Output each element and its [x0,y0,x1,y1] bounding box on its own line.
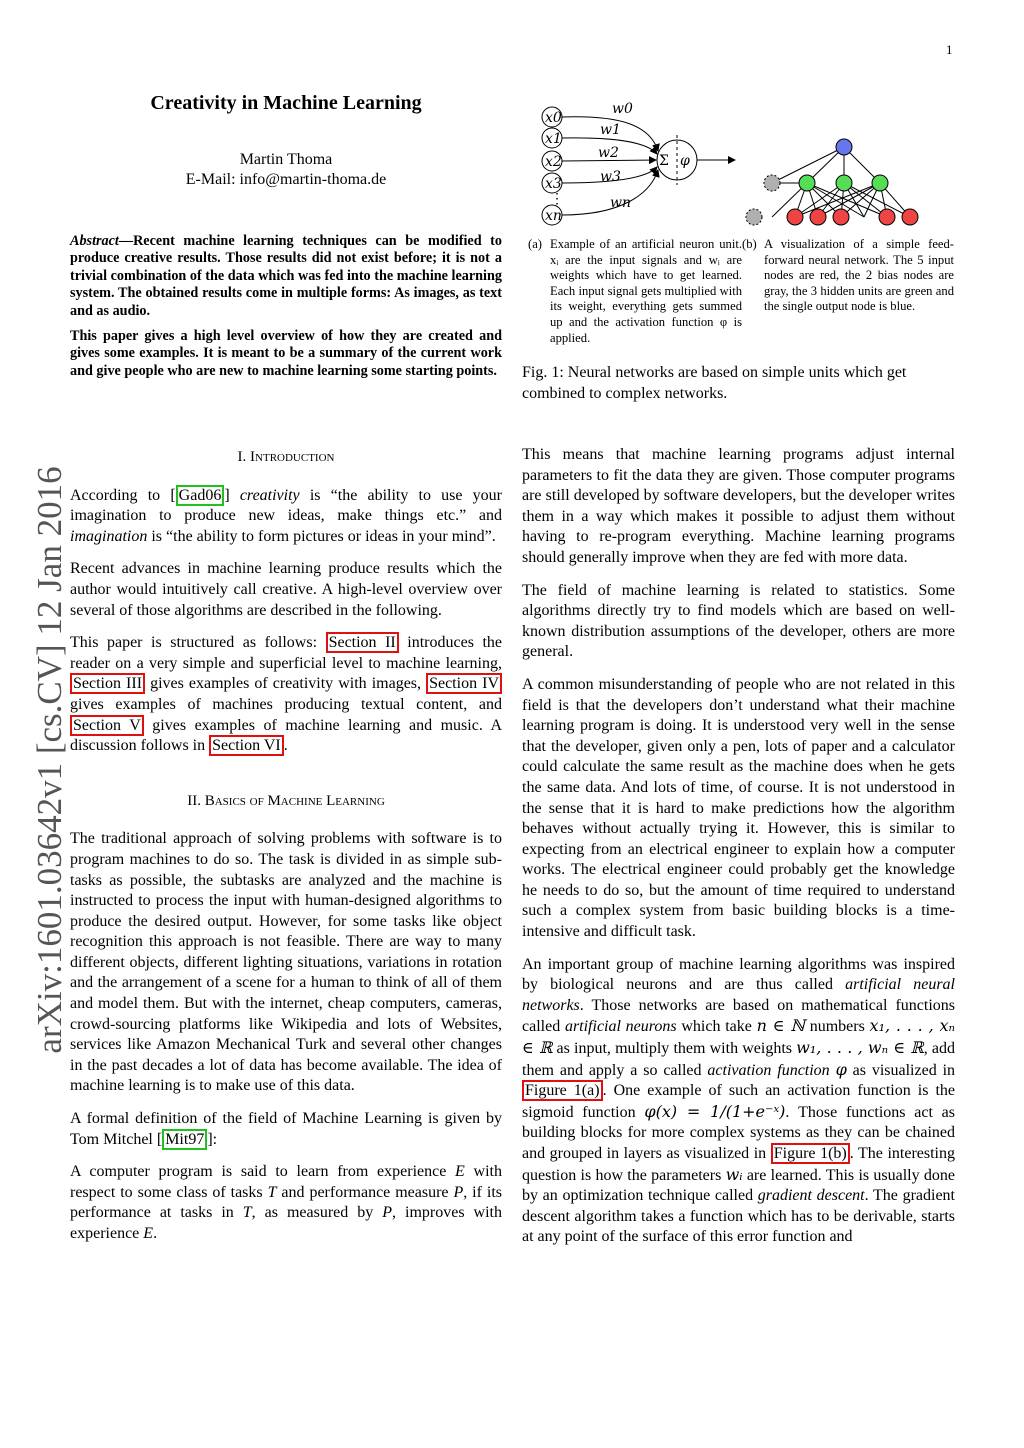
text-run: which take [676,1018,757,1036]
math-var: P [382,1204,393,1222]
text-run: . [283,737,288,755]
term-ann: artificial neural networks [522,976,956,1014]
author-name: Martin Thoma [239,151,333,168]
right-paragraph-4 [522,955,955,1248]
caption-b-text: A visualization of a simple feed-forward neural network. The 5 input nodes are red, the 2 bias nodes are gray, the 3 hidden units are green and the single output node is blue. [764,237,954,314]
input-x3: x3 [545,176,562,192]
abstract [70,233,502,388]
caption-b-label: (b) [742,237,757,251]
math-inline: n ∈ ℕ [756,1016,805,1036]
text-run: . The interesting question is how the parameters [522,1145,955,1184]
caption-b [742,237,954,315]
text-run: This paper is structured as follows: [70,634,326,652]
bias-node-1 [764,175,780,191]
author-block [70,150,502,190]
right-paragraph-2: The field of machine learning is related to statistics. Some algorithms directly try to find models which are based on well-known distribution assumptions of the developer, others are more general. [522,581,955,661]
hidden-node-3 [872,175,888,191]
cite-gad06[interactable]: Gad06 [176,485,225,506]
weight-w0: w0 [612,101,633,117]
input-x2: x2 [545,154,562,170]
text-run: According to [ [70,486,176,504]
text-run: A formal definition of the field of Machine Learning is given by Tom Mitchel [ [70,1110,502,1148]
input-x1: x1 [545,131,562,147]
ref-section-6[interactable]: Section VI [209,735,284,756]
text-run: gives examples of machine learning and music. A discussion follows in [70,716,502,755]
input-node-1 [787,209,803,225]
abstract-paragraph-1: Abstract—Recent machine learning techniques can be modified to produce creative results. Those results did not exist before; it is not a trivial combination of the data which was fed into the machine learning system. The obtained results come in multiple forms: As images, as text and as audio. [70,233,502,319]
activation-symbol: φ [680,153,690,169]
cite-mit97[interactable]: Mit97 [162,1129,207,1150]
right-paragraph-3: A common misunderstanding of people who are not related in this field is that the developers don’t understand what their machine learning program is doing. It is understood very well in the sense that the developer, given only a pen, lots of paper and a calculator could calculate the same result as the machine does when he gets the same data. And lots of time, of course. It is not understood in the sense that it is hard to make predictions how the algorithm behaves without actually trying it. However, this is similar to expecting from an electrical engineer to explain how a computer works. The electrical engineer could probably get the knowledge he needs to do so, but the amount of time required to understand such a complex system from basic building blocks is a time-intensive and difficult task. [522,675,955,941]
output-node [836,139,852,155]
text-run: . Those networks are based on mathematical functions called [522,996,955,1036]
input-ellipsis: ⋮ [550,191,564,207]
ref-figure-1b[interactable]: Figure 1(b) [771,1143,850,1164]
text-run: are learned. This is usually done by an optimization technique called [522,1166,956,1205]
page-number: 1 [946,42,953,57]
caption-a-text: Example of an artificial neuron unit. xᵢ are the input signals and wᵢ are weights which have to get learned. Each input signal gets multiplied with its weight, everything gets summed up and the activation function φ is applied. [550,237,742,345]
section-1-title: Introduction [250,449,335,465]
text-run: , add them and apply a so called [522,1040,955,1079]
text-run: . The gradient descent algorithm takes a function which has to be derivable, starts at any point of the surface of this error function and [522,1187,955,1246]
mitchell-quote [70,1162,502,1244]
text-run: gives examples of machines producing textual content, and [70,695,502,713]
text-run: numbers [804,1018,870,1036]
right-column [522,445,955,1260]
intro-paragraph-2: Recent advances in machine learning produce results which the author would intuitively call creative. A high-level overview over several of those algorithms are described in the following. [70,560,502,619]
math-inline: x₁, . . . , xₙ ∈ ℝ [522,1016,955,1058]
math-inline: w₁, . . . , wₙ ∈ ℝ [796,1038,924,1058]
text-run: with respect to some class of tasks [70,1163,502,1201]
neuron-diagram [520,95,760,235]
text-run: , as measured by [251,1204,383,1222]
weight-w3: w3 [600,169,621,185]
term-gradient-descent: gradient descent [757,1187,865,1205]
input-xn: xn [545,208,562,224]
text-run: as visualized in [846,1061,956,1079]
bias-node-2 [746,209,762,225]
text-run: ] [224,486,240,504]
term-artificial-neurons: artificial neurons [564,1018,677,1036]
text-run: A computer program is said to learn from experience [70,1163,456,1181]
arxiv-id: arXiv:1601.03642v1 [cs.CV] 12 Jan 2016 [30,466,69,1054]
figure-1 [520,95,960,405]
section-1-number: I. [237,449,251,465]
ref-section-2[interactable]: Section II [326,632,399,653]
text-run: and performance measure [276,1183,454,1201]
text-run: . Those functions act as building blocks for more complex systems as they can be chained and grouped in layers as visualized in [522,1103,955,1162]
figure-caption: Fig. 1: Neural networks are based on simple units which get combined to complex networks. [522,364,907,402]
caption-a [528,237,742,346]
term-activation-function: activation function [707,1061,830,1079]
math-var: P [453,1183,464,1201]
input-node-5 [902,209,918,225]
math-var: E [455,1163,465,1181]
input-node-4 [879,209,895,225]
right-paragraph-1: This means that machine learning programs adjust internal parameters to fit the data they are given. Those computer programs are still developed by software developers, but the developer writes them in a way which makes it possible to adjust them without having to re-program everything. Machine learning programs should generally improve when they are fed with more data. [522,446,955,566]
weight-w2: w2 [598,145,619,161]
input-node-3 [833,209,849,225]
left-column [70,447,502,1257]
hidden-node-1 [799,175,815,191]
author-email: E-Mail: info@martin-thoma.de [185,171,387,188]
basics-paragraph-2 [70,1109,502,1150]
text-run: as input, multiply them with weights [552,1040,797,1058]
intro-paragraph-1 [70,486,502,548]
ref-figure-1a[interactable]: Figure 1(a) [522,1080,603,1101]
intro-paragraph-3 [70,633,502,757]
input-x0: x0 [545,110,562,126]
text-run: introduces the reader on a very simple and superficial level to machine learning, [70,634,502,672]
abstract-text-1: Recent machine learning techniques can be modified to produce creative results. Those results did not exist before; it is not a trivial combination of the data which was fed into the machine learning system. The obtained results come in multiple forms: As images, as text and as audio. [70,233,502,319]
hidden-node-2 [836,175,852,191]
term-imagination: imagination [70,527,148,545]
ref-section-5[interactable]: Section V [70,715,144,736]
math-var: E [143,1225,154,1242]
abstract-paragraph-2: This paper gives a high level overview of how they are created and gives some examples. It is meant to be a summary of the current work and give people who are new to machine learning some starting points. [70,328,502,379]
text-run: gives examples of creativity with images, [145,675,427,693]
section-2-heading [70,791,502,812]
section-2-number: II. [187,792,205,809]
paper-title: Creativity in Machine Learning [150,92,422,114]
math-var: T [242,1204,252,1222]
text-run: is “the ability to form pictures or ideas in your mind”. [147,527,496,545]
section-2-title: Basics of Machine Learning [204,792,385,809]
text-run: . [153,1225,158,1242]
math-var: T [267,1183,277,1201]
ref-section-3[interactable]: Section III [70,673,145,694]
math-inline: wᵢ [725,1164,743,1184]
text-run: is “the ability to use your imagination to produce new ideas, make things etc.” and [70,486,503,525]
sum-symbol: Σ [659,153,669,169]
caption-a-label: (a) [528,237,542,251]
text-run: , improves with experience [70,1204,502,1242]
input-node-2 [810,209,826,225]
basics-paragraph-1: The traditional approach of solving problems with software is to program machines to do so. The task is divided in as simple sub-tasks as possible, the subtasks are analyzed and the machine is instructed to process the input with human-designed algorithms to produce the desired output. However, for some tasks like object recognition this approach is not feasible. There are way to many different objects, different lighting situations, variations in rotation and the arrangement of a scene for a human to think of all of them and model them. But with the internet, cheap computers, cameras, crowd-sourcing platforms like Wikipedia and lots of Websites, services like Amazon Mechanical Turk and several other changes in the past decades a lot of data has become available. The idea of machine learning is to make use of this data. [70,830,502,1095]
math-inline: φ(x) = 1/(1+e⁻ˣ) [644,1101,786,1121]
text-run: . One example of such an activation function is the sigmoid function [522,1082,956,1121]
text-run: , if its performance at tasks in [70,1183,502,1222]
weight-w1: w1 [600,122,621,138]
text-run: ]: [207,1130,218,1148]
text-run: An important group of machine learning algorithms was inspired by biological neurons and are thus called [522,955,955,994]
weight-wn: wn [610,195,631,211]
network-diagram [742,135,952,230]
ref-section-4[interactable]: Section IV [426,673,502,694]
math-inline: φ [835,1059,847,1079]
abstract-label: Abstract [70,233,119,249]
section-1-heading [70,447,502,468]
term-creativity: creativity [239,486,300,504]
